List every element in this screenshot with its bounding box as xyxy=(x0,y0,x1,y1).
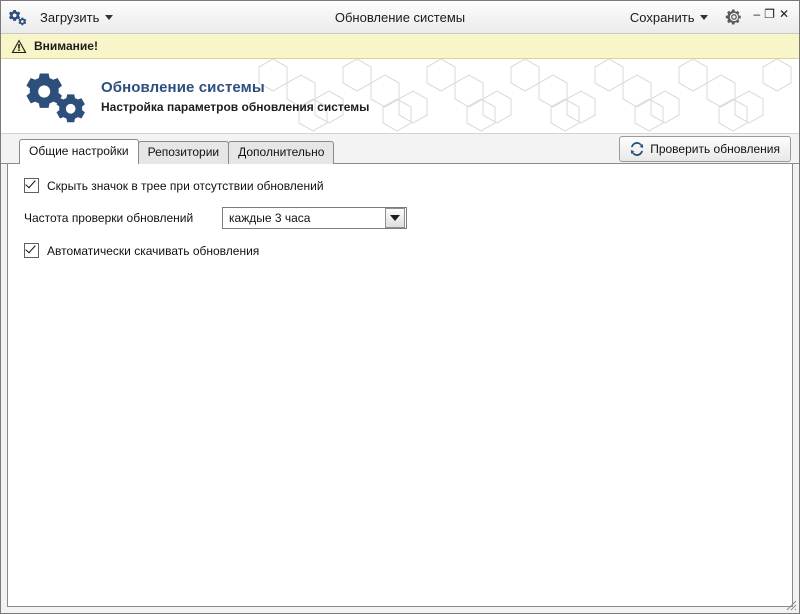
minimize-button[interactable]: – xyxy=(753,7,761,21)
tab-advanced[interactable] xyxy=(228,141,334,164)
tab-general-settings-label: Общие настройки xyxy=(29,144,129,158)
warning-text: Внимание! xyxy=(34,39,98,53)
load-menu-button[interactable] xyxy=(33,6,120,29)
load-menu-label: Загрузить xyxy=(40,9,100,25)
hide-tray-icon-label[interactable]: Скрыть значок в трее при отсутствии обновлений xyxy=(47,178,324,193)
auto-download-checkbox[interactable] xyxy=(24,243,39,258)
tab-general-settings[interactable] xyxy=(19,139,139,164)
title-bar-left xyxy=(1,6,120,29)
warning-bar xyxy=(1,34,799,59)
update-frequency-select[interactable] xyxy=(222,207,407,229)
tab-bar xyxy=(1,134,799,164)
banner-subtitle: Настройка параметров обновления системы xyxy=(101,99,370,114)
window-controls xyxy=(753,9,793,25)
chevron-down-icon xyxy=(390,215,400,221)
window-title: Обновление системы xyxy=(334,9,466,25)
gear-icon xyxy=(725,8,743,26)
hide-tray-icon-checkbox[interactable] xyxy=(24,178,39,193)
banner-content xyxy=(1,59,799,133)
title-bar-right xyxy=(623,6,799,29)
check-updates-label: Проверить обновления xyxy=(650,142,780,156)
chevron-down-icon xyxy=(700,15,708,20)
tab-advanced-label: Дополнительно xyxy=(238,145,325,159)
tab-repositories-label: Репозитории xyxy=(147,145,220,159)
settings-button[interactable] xyxy=(721,6,747,28)
app-icon xyxy=(9,8,27,26)
update-frequency-row xyxy=(24,207,776,229)
chevron-down-icon xyxy=(105,15,113,20)
update-frequency-value: каждые 3 часа xyxy=(229,211,311,225)
title-bar xyxy=(1,1,799,34)
banner-gears-icon xyxy=(21,67,87,126)
header-banner xyxy=(1,59,799,134)
hide-tray-icon-row xyxy=(24,178,776,193)
update-frequency-dropdown-button[interactable] xyxy=(385,208,405,228)
maximize-button[interactable]: ❐ xyxy=(764,7,775,21)
auto-download-row xyxy=(24,243,776,258)
settings-panel xyxy=(7,164,793,607)
tab-repositories[interactable] xyxy=(138,141,230,164)
banner-title: Обновление системы xyxy=(101,78,265,96)
warning-triangle-icon xyxy=(11,39,27,54)
banner-text xyxy=(101,79,369,114)
close-button[interactable]: ✕ xyxy=(778,7,789,21)
update-frequency-label: Частота проверки обновлений xyxy=(24,211,194,225)
save-menu-label: Сохранить xyxy=(629,9,695,25)
refresh-icon xyxy=(630,142,644,156)
check-updates-button[interactable] xyxy=(619,136,791,162)
auto-download-label[interactable]: Автоматически скачивать обновления xyxy=(47,243,260,258)
save-menu-button[interactable] xyxy=(623,6,716,29)
resize-grip[interactable] xyxy=(785,599,797,611)
